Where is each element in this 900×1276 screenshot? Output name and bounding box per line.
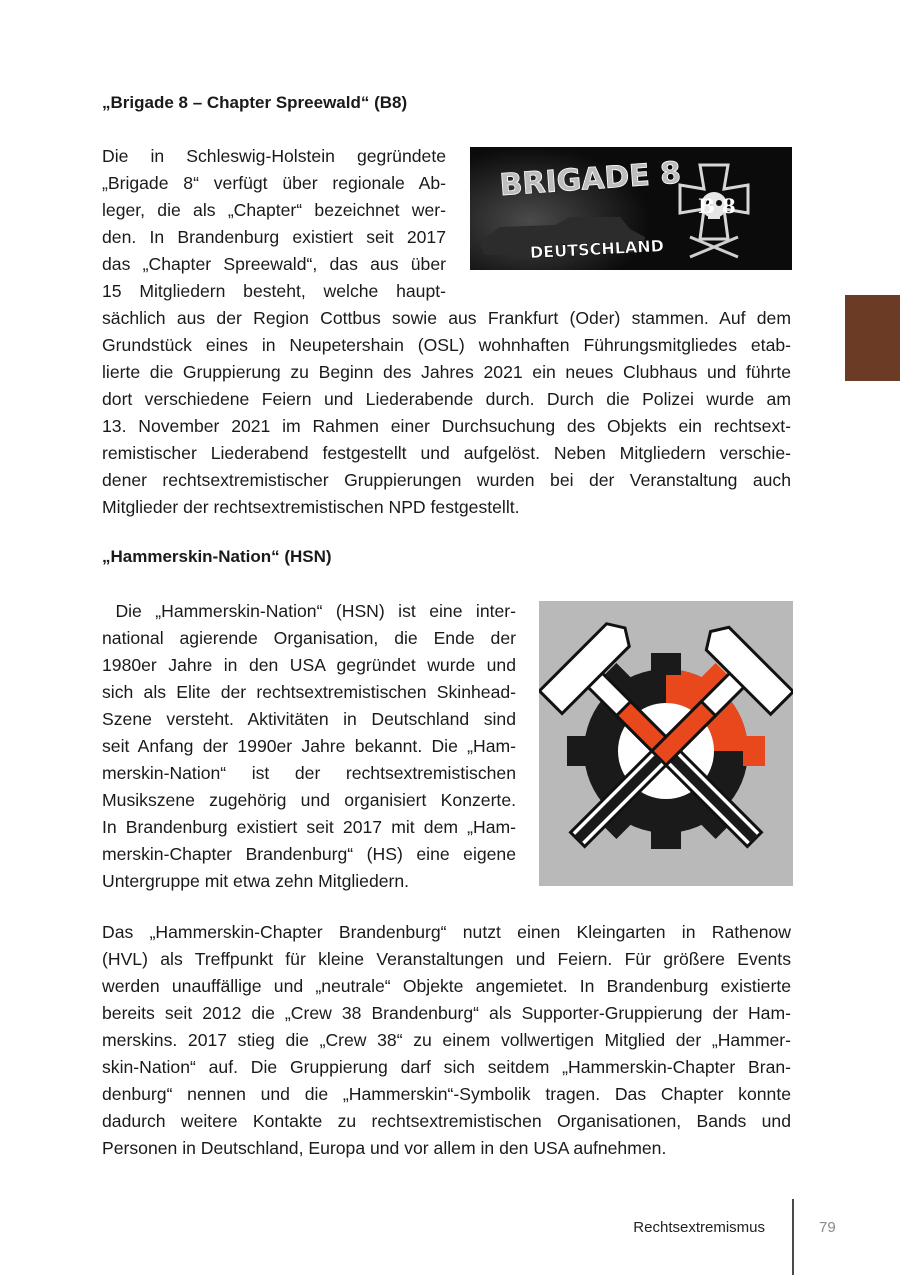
body-line: den. In Brandenburg existiert seit 2017 [102,227,446,247]
body-line: dener rechtsextremistischer Gruppierungen wurden bei der Veranstaltung auch [102,470,791,490]
body-line: national agierende Organisation, die Ende der [102,628,516,648]
hammerskin-emblem-image [539,601,793,886]
section-heading-b8: „Brigade 8 – Chapter Spreewald“ (B8) [102,93,408,112]
body-line: 13. November 2021 im Rahmen einer Durchsuchung des Objekts ein rechtsext- [102,416,791,436]
body-line: 15 Mitgliedern besteht, welche haupt- [102,281,446,301]
body-line: Mitglieder der rechtsextremistischen NPD festgestellt. [102,497,520,517]
body-line: dadurch weitere Kontakte zu rechtsextremistischen Organisationen, Bands und [102,1111,791,1131]
footer-section-label: Rechtsextremismus [633,1219,765,1236]
body-line: bereits seit 2012 die „Crew 38 Brandenburg“ als Supporter-Gruppierung der Ham- [102,1003,791,1023]
body-line: denburg“ nennen und die „Hammerskin“-Symbolik tragen. Das Chapter konnte [102,1084,791,1104]
body-line: merskins. 2017 stieg die „Crew 38“ zu einem vollwertigen Mitglied der „Hammer- [102,1030,791,1050]
body-line: merskin-Nation“ ist der rechtsextremistischen [102,763,516,783]
body-line: „Brigade 8“ verfügt über regionale Ab- [102,173,446,193]
body-line: Das „Hammerskin-Chapter Brandenburg“ nutzt einen Kleingarten in Rathenow [102,922,791,942]
body-line: In Brandenburg existiert seit 2017 mit dem „Ham- [102,817,516,837]
chapter-tab-marker [845,295,900,381]
body-line: dort verschiedene Feiern und Liederabende durch. Durch die Polizei wurde am [102,389,791,409]
body-line: sächlich aus der Region Cottbus sowie aus Frankfurt (Oder) stammen. Auf dem [102,308,791,328]
logo-text-top: BRIGADE 8 [498,155,683,204]
body-line: Personen in Deutschland, Europa und vor allem in den USA aufnehmen. [102,1138,667,1158]
body-line: merskin-Chapter Brandenburg“ (HS) eine eigene [102,844,516,864]
logo-text-side: B 8 [698,194,736,218]
brigade-8-logo-image [470,147,792,270]
body-line: Die in Schleswig-Holstein gegründete [102,146,446,166]
section-heading-hsn: „Hammerskin-Nation“ (HSN) [102,547,332,566]
body-line: lierte die Gruppierung zu Beginn des Jahres 2021 ein neues Clubhaus und führte [102,362,791,382]
logo-text-bottom: DEUTSCHLAND [529,236,665,263]
body-line: leger, die als „Chapter“ bezeichnet wer- [102,200,446,220]
body-line: Grundstück eines in Neupetershain (OSL) wohnhaften Führungsmitgliedes etab- [102,335,791,355]
body-line: Szene versteht. Aktivitäten in Deutschland sind [102,709,516,729]
body-line: skin-Nation“ auf. Die Gruppierung darf sich seitdem „Hammerskin-Chapter Bran- [102,1057,791,1077]
body-line: Untergruppe mit etwa zehn Mitgliedern. [102,871,410,891]
body-line: remistischer Liederabend festgestellt und aufgelöst. Neben Mitgliedern verschie- [102,443,791,463]
body-line: werden unauffällige und „neutrale“ Objekte angemietet. In Brandenburg existierte [102,976,791,996]
footer-divider [792,1199,794,1275]
page-number: 79 [819,1219,836,1236]
body-line: seit Anfang der 1990er Jahre bekannt. Die „Ham- [102,736,516,756]
body-line: Musikszene zugehörig und organisiert Konzerte. [102,790,516,810]
body-line: (HVL) als Treffpunkt für kleine Veranstaltungen und Feiern. Für größere Events [102,949,791,969]
body-line: das „Chapter Spreewald“, das aus über [102,254,446,274]
body-line: 1980er Jahre in den USA gegründet wurde und [102,655,516,675]
body-line: Die „Hammerskin-Nation“ (HSN) ist eine inter- [102,601,516,621]
body-line: sich als Elite der rechtsextremistischen Skinhead- [102,682,516,702]
